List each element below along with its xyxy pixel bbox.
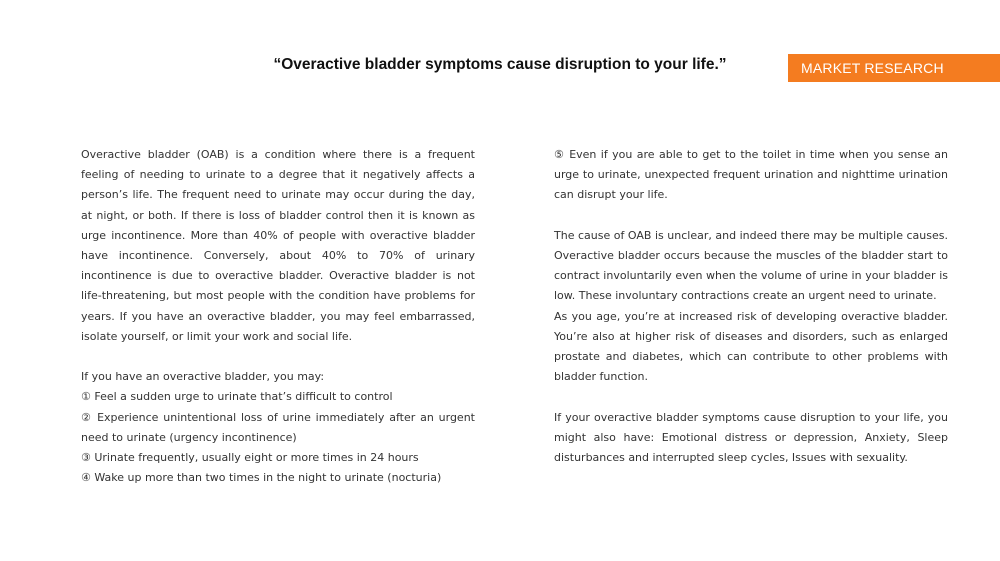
symptoms-lead: If you have an overactive bladder, you may: <box>81 370 325 384</box>
left-column <box>81 145 475 488</box>
page-title: “Overactive bladder symptoms cause disruption to your life.” <box>273 56 727 73</box>
age-risk-paragraph: As you age, you’re at increased risk of developing overactive bladder. You’re also at higher risk of diseases and disorders, such as enlarged prostate and diabetes, which can contribute to other problems with bladder function. <box>554 309 948 384</box>
symptom-five-paragraph: ⑤ Even if you are able to get to the toilet in time when you sense an urge to urinate, unexpected frequent urination and nighttime urination can disrupt your life. <box>554 148 948 202</box>
list-item: ① Feel a sudden urge to urinate that’s difficult to control <box>81 390 393 404</box>
spacer <box>81 347 475 367</box>
list-item: ③ Urinate frequently, usually eight or more times in 24 hours <box>81 451 419 465</box>
related-conditions-paragraph: If your overactive bladder symptoms cause disruption to your life, you might also have: Emotional distress or depression, Anxiety, Sleep disturbances and interrupted sleep cycles, Issues with sexuality. <box>554 410 948 465</box>
intro-paragraph: Overactive bladder (OAB) is a condition where there is a frequent feeling of needing to urinate to a degree that it negatively affects a person’s life. The frequent need to urinate may occur during the day, at night, or both. If there is loss of bladder control then it is known as urge incontinence. More than 40% of people with overactive bladder have incontinence. Conversely, about 40% to 70% of urinary incontinence is due to overactive bladder. Overactive bladder is not life-threatening, but most people with the condition have problems for years. If you have an overactive bladder, you may feel embarrassed, isolate yourself, or limit your work and social life. <box>81 148 475 343</box>
section-badge: MARKET RESEARCH <box>788 54 1000 82</box>
cause-paragraph: The cause of OAB is unclear, and indeed there may be multiple causes. Overactive bladder occurs because the muscles of the bladder start to contract involuntarily even when the volume of urine in your bladder is low. These involuntary contractions create an urgent need to urinate. <box>554 228 948 303</box>
spacer <box>554 387 948 407</box>
right-column <box>554 145 948 468</box>
spacer <box>554 206 948 226</box>
symptoms-list <box>81 387 475 488</box>
list-item: ④ Wake up more than two times in the night to urinate (nocturia) <box>81 471 442 485</box>
list-item: ② Experience unintentional loss of urine immediately after an urgent need to urinate (urgency incontinence) <box>81 410 475 444</box>
